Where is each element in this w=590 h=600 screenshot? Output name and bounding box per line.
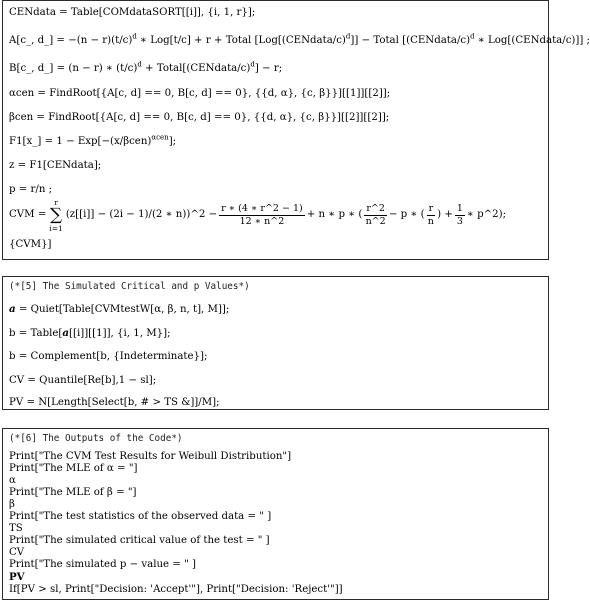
output-line: Print["The MLE of α = "]	[9, 463, 138, 474]
output-line: TS	[9, 523, 23, 534]
summation	[49, 198, 62, 233]
b-part-1: B[c_, d_] = (n − r) ∗ (t/c)	[9, 63, 138, 74]
code-line-alpha-cen: αcen = FindRoot[{A[c, d] == 0, B[c, d] == 0}, {{d, α}, {c, β}}][[1]][[2]];	[9, 88, 391, 99]
f1-exp: αcen	[151, 133, 169, 142]
cvm-lhs: CVM =	[9, 209, 47, 220]
output-line-decision: If[PV > sl, Print["Decision: 'Accept'"], Print["Decision: 'Reject'"]]	[9, 584, 343, 595]
a-exp-2: d	[345, 32, 351, 41]
code-line-p: p = r/n ;	[9, 184, 53, 195]
comment-outputs: (*[6] The Outputs of the Code*)	[9, 433, 183, 444]
fraction-4-denominator: 3	[456, 215, 463, 227]
sum-lower-limit: i=1	[49, 223, 63, 233]
output-line: Print["The simulated critical value of the test = " ]	[9, 535, 270, 546]
f1-part-2: ];	[168, 136, 177, 147]
code-line-b-complement: b = Complement[b, {Indeterminate}];	[9, 351, 208, 362]
code-line-beta-cen: βcen = FindRoot[{A[c, d] == 0, B[c, d] == 0}, {{d, α}, {c, β}}][[2]][[2]];	[9, 112, 390, 123]
code-line-f1	[9, 133, 177, 148]
code-block-outputs	[2, 428, 549, 600]
b-table-a-var: a	[62, 327, 70, 339]
a-part-4: ∗ Log[(CENdata/c)]] ;	[474, 35, 590, 46]
code-block-cvm-function	[2, 0, 590, 260]
sum-upper-limit: r	[54, 197, 58, 207]
fraction-1-denominator: 12 ∗ n^2	[239, 215, 285, 227]
sigma-symbol: ∑	[50, 204, 63, 225]
code-line-cv: CV = Quantile[Re[b],1 − sl];	[9, 375, 157, 386]
b-exp-1: d	[137, 60, 142, 69]
output-line: Print["The simulated p − value = " ]	[9, 559, 196, 570]
code-line-a-function	[9, 32, 590, 47]
a-exp-1: d	[132, 32, 137, 41]
a-table-rest: = Quiet[Table[CVMtestW[α, β, n, t], M]];	[15, 304, 230, 315]
output-line: Print["The test statistics of the observed data = " ]	[9, 511, 272, 522]
output-line: α	[9, 475, 16, 486]
fraction-1-numerator: r ∗ (4 ∗ r^2 − 1)	[221, 202, 303, 214]
code-line-a-table	[9, 303, 229, 316]
fraction-4	[455, 203, 465, 228]
a-exp-3: d	[470, 32, 475, 41]
code-line-cvm-return: {CVM}]	[9, 239, 52, 250]
a-part-3: ]] − Total [(CENdata/c)	[350, 35, 471, 46]
b-part-3: ] − r;	[254, 63, 283, 74]
fraction-2-denominator: n^2	[365, 215, 386, 227]
fraction-1	[219, 203, 305, 228]
output-line: CV	[9, 547, 25, 558]
a-part-2: ∗ Log[t/c] + r + Total [Log[(CENdata/c)	[136, 35, 346, 46]
cvm-term-5: ∗ p^2);	[466, 209, 507, 220]
code-line-pv: PV = N[Length[Select[b, # > TS &]]/M];	[9, 397, 220, 408]
cvm-term-1: (z[[i]] − (2i − 1)/(2 ∗ n))^2 −	[65, 209, 218, 220]
code-block-simulated-values	[2, 276, 549, 410]
output-line: Print["The MLE of β = "]	[9, 487, 137, 498]
code-line-cendata: CENdata = Table[COMdataSORT[[i]], {i, 1, r}];	[9, 7, 256, 18]
output-line: β	[9, 499, 15, 510]
code-line-b-function	[9, 60, 283, 75]
fraction-3-numerator: r	[428, 202, 434, 214]
b-part-2: + Total[(CENdata/c)	[141, 63, 251, 74]
output-line: PV	[9, 571, 25, 583]
fraction-4-numerator: 1	[456, 202, 463, 214]
code-line-z: z = F1[CENdata];	[9, 160, 102, 171]
a-part-1: A[c_, d_] = −(n − r)(t/c)	[9, 35, 133, 46]
a-variable: a	[9, 303, 16, 315]
b-exp-2: d	[250, 60, 255, 69]
cvm-term-2: + n ∗ p ∗ (	[306, 209, 363, 220]
f1-part-1: F1[x_] = 1 − Exp[−(x/βcen)	[9, 136, 152, 147]
code-line-b-table	[9, 327, 171, 340]
cvm-term-4: ) +	[437, 209, 453, 220]
code-line-cvm-formula	[9, 197, 506, 233]
fraction-3-denominator: n	[427, 215, 434, 227]
output-line: Print["The CVM Test Results for Weibull Distribution"]	[9, 451, 292, 462]
b-table-part-2: [[i]][[1]], {i, 1, M}];	[69, 328, 171, 339]
comment-simulated-values: (*[5] The Simulated Critical and p Values*)	[9, 281, 250, 292]
fraction-3	[427, 203, 436, 228]
b-table-part-1: b = Table[	[9, 328, 63, 339]
cvm-term-3: − p ∗ (	[388, 209, 425, 220]
fraction-2	[364, 203, 387, 228]
fraction-2-numerator: r^2	[366, 202, 385, 214]
